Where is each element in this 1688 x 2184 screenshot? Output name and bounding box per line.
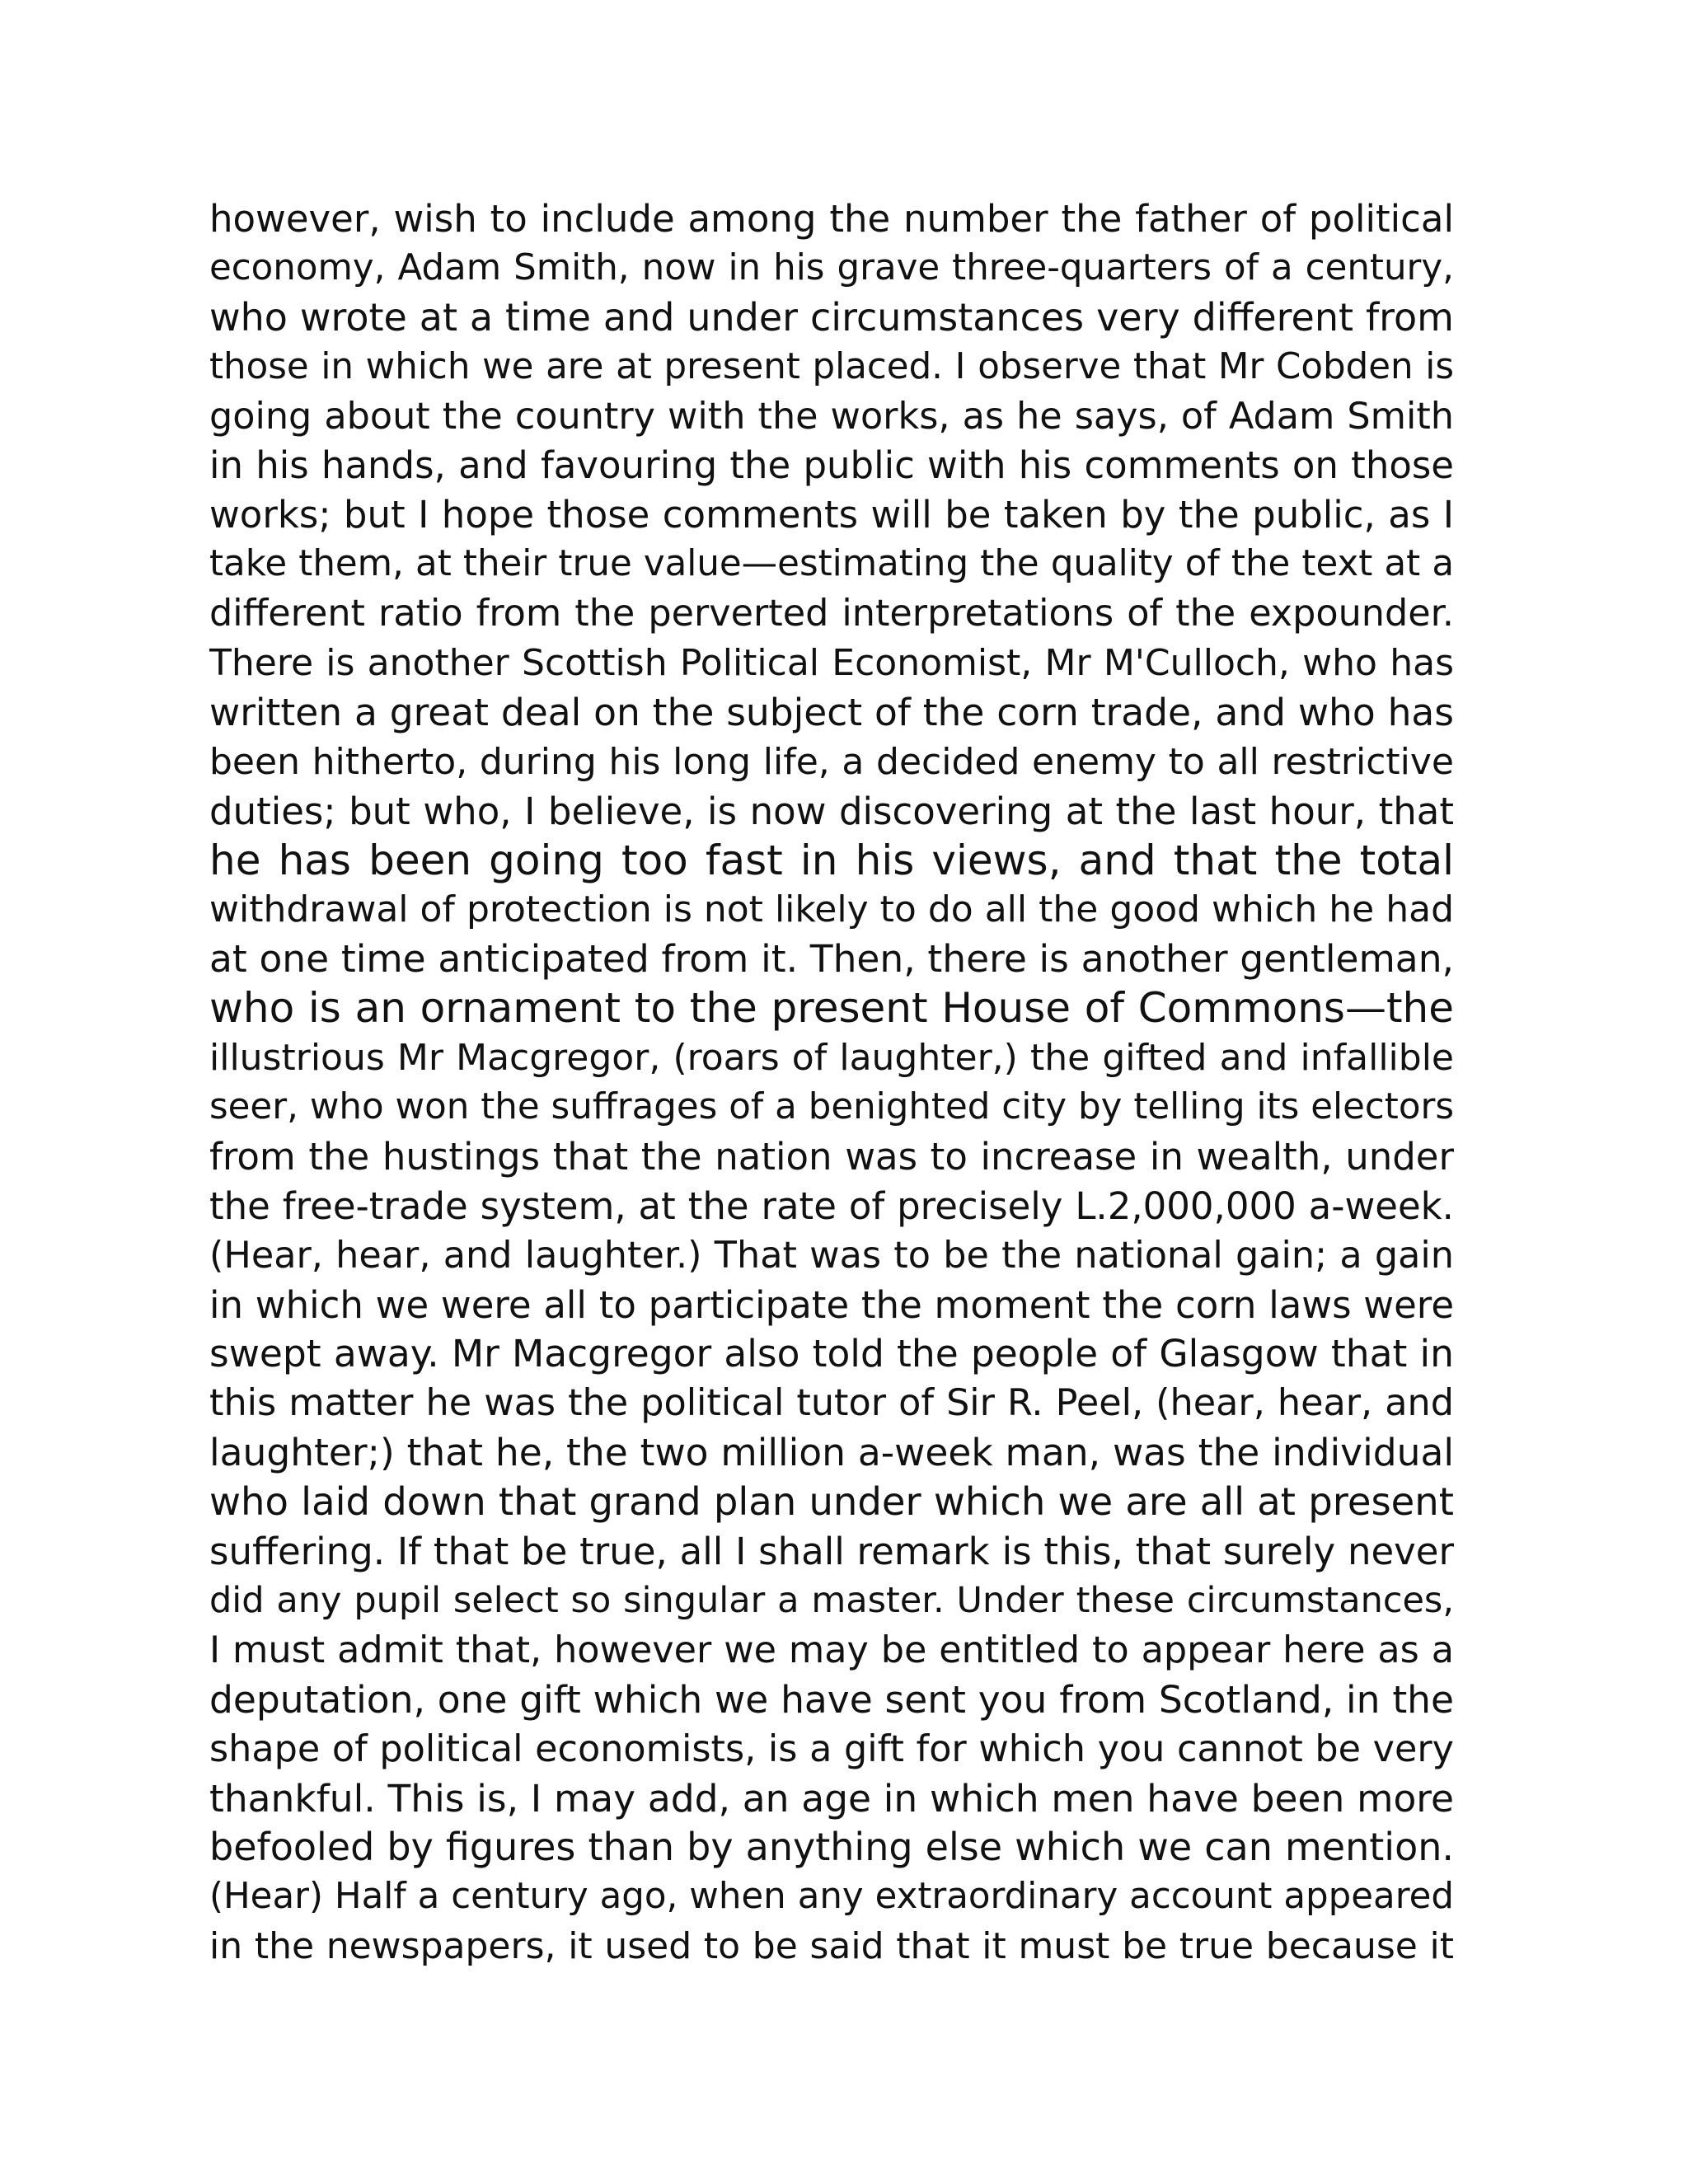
text-line: in his hands, and favouring the public with his comments on those [209, 443, 1454, 488]
text-line: this matter he was the political tutor of Sir R. Peel, (hear, hear, and [209, 1382, 1454, 1425]
body-text [209, 194, 1454, 1971]
text-line: withdrawal of protection is not likely to do all the good which he had [209, 888, 1454, 931]
text-line: in the newspapers, it used to be said that it must be true because it [209, 1925, 1454, 1968]
text-line: illustrious Mr Macgregor, (roars of laughter,) the gifted and infallible [209, 1037, 1454, 1080]
text-line: befooled by figures than by anything else which we can mention. [209, 1825, 1454, 1870]
text-line: (Hear) Half a century ago, when any extraordinary account appeared [209, 1876, 1454, 1918]
text-line: duties; but who, I believe, is now discovering at the last hour, that [209, 789, 1454, 833]
text-line: did any pupil select so singular a master. Under these circumstances, [209, 1579, 1454, 1621]
text-line: swept away. Mr Macgregor also told the people of Glasgow that in [209, 1332, 1454, 1376]
text-line: I must admit that, however we may be entitled to appear here as a [209, 1629, 1454, 1671]
text-line: who laid down that grand plan under which we are all at present [209, 1479, 1454, 1525]
text-line: suffering. If that be true, all I shall remark is this, that surely never [209, 1530, 1454, 1574]
text-line: take them, at their true value—estimating the quality of the text at a [209, 543, 1454, 585]
text-line: who is an ornament to the present House of Commons—the [209, 984, 1454, 1033]
text-line: economy, Adam Smith, now in his grave three-quarters of a century, [209, 246, 1454, 288]
text-line: shape of political economists, is a gift for which you cannot be very [209, 1727, 1454, 1770]
text-line: different ratio from the perverted interpretations of the expounder. [209, 593, 1454, 635]
text-line: from the hustings that the nation was to increase in wealth, under [209, 1134, 1454, 1179]
text-line: works; but I hope those comments will be taken by the public, as I [209, 493, 1454, 537]
text-line: the free-trade system, at the rate of precisely L.2,000,000 a-week. [209, 1183, 1454, 1228]
text-line: been hitherto, during his long life, a decided enemy to all restrictive [209, 740, 1454, 783]
text-line: (Hear, hear, and laughter.) That was to be the national gain; a gain [209, 1234, 1454, 1277]
text-line: deputation, one gift which we have sent you from Scotland, in the [209, 1677, 1454, 1722]
text-line: going about the country with the works, as he says, of Adam Smith [209, 395, 1454, 438]
text-line: however, wish to include among the number the father of political [209, 197, 1454, 241]
text-line: laughter;) that he, the two million a-week man, was the individual [209, 1431, 1454, 1475]
text-line: at one time anticipated from it. Then, there is another gentleman, [209, 937, 1454, 982]
text-line: those in which we are at present placed. I observe that Mr Cobden is [209, 345, 1454, 387]
text-line: he has been going too fast in his views, and that the total [209, 836, 1454, 884]
text-line: thankful. This is, I may add, an age in which men have been more [209, 1776, 1454, 1821]
text-line: written a great deal on the subject of the corn trade, and who has [209, 690, 1454, 734]
text-line: There is another Scottish Political Economist, Mr M'Culloch, who has [209, 642, 1454, 685]
text-line: seer, who won the suffrages of a benighted city by telling its electors [209, 1086, 1454, 1128]
text-line: in which we were all to participate the moment the corn laws were [209, 1282, 1454, 1327]
text-line: who wrote at a time and under circumstances very different from [209, 294, 1454, 340]
